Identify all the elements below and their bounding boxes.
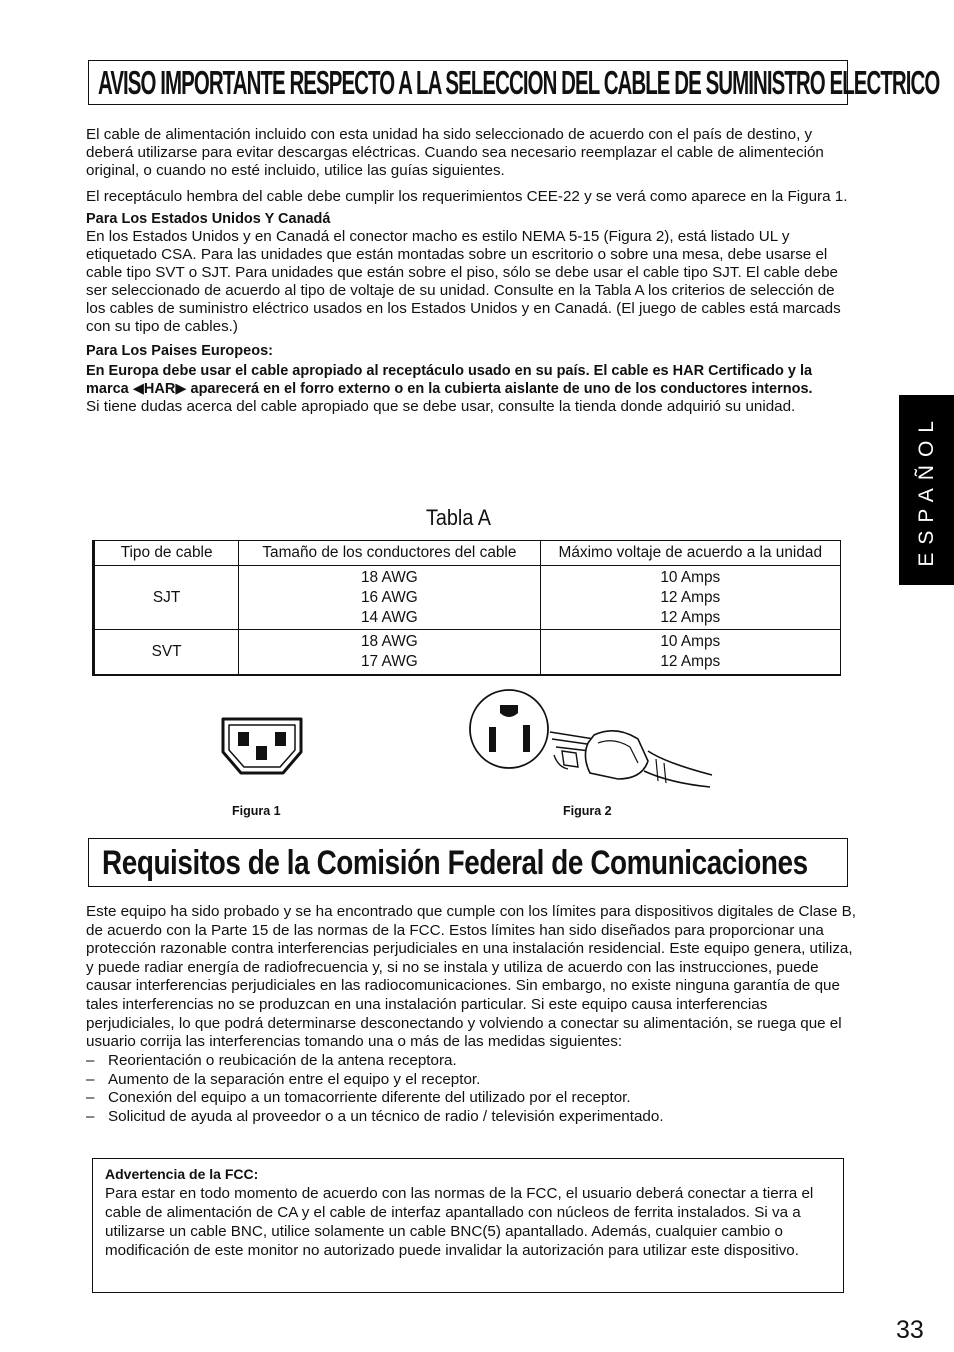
language-label: ESPAÑOL (915, 413, 938, 567)
fcc-warning-text: Para estar en todo momento de acuerdo con las normas de la FCC, el usuario deberá conectar a tierra el cable de alimentación de CA y el cable de interfaz apantallado con núcleos de ferrita instalados. Si va a utilizarse un cable BNC, utilice solamente un cable BNC(5) apantallado. Además, cualquier cambio o modificación de este monitor no autorizado puede invalidar la autorización para utilizar este dispositivo. (105, 1185, 814, 1259)
cell-amp: 12 Amps (660, 652, 721, 670)
cell-type: SVT (94, 630, 239, 675)
cell-size: 18 AWG (360, 632, 418, 650)
eu-bold-text (86, 362, 854, 398)
cell-type: SJT (94, 566, 239, 630)
cell-size: 16 AWG (360, 588, 418, 606)
section1-body (86, 126, 854, 416)
cell-amp: 12 Amps (660, 608, 721, 626)
header-conductor-size: Tamaño de los conductores del cable (239, 541, 540, 566)
cell-size: 18 AWG (360, 568, 418, 586)
section2-title: Requisitos de la Comisión Federal de Comunicaciones (102, 843, 808, 882)
usa-heading: Para Los Estados Unidos Y Canadá (86, 211, 331, 227)
fcc-warning-heading: Advertencia de la FCC: (105, 1166, 259, 1182)
cell-amps (540, 630, 840, 675)
cell-amp: 10 Amps (660, 568, 721, 586)
measure-text: Reorientación o reubicación de la antena receptora. (108, 1051, 457, 1069)
usa-text: En los Estados Unidos y en Canadá el conector macho es estilo NEMA 5-15 (Figura 2), está listado UL y etiquetado CSA. Para las unidades que están montadas sobre un escritorio o sobre una mesa, debe usarse el cable tipo SVT o SJT. Para unidades que están sobre el piso, sólo se debe usar el cable tipo SJT. El cable debe ser seleccionado de acuerdo al tipo de voltaje de su unidad. Consulte en la Tabla A los criterios de selección de los cables de suministro eléctrico usados en los Estados Unidos y en Canadá. (El juego de cables está marcads con su tipo de cables.) (86, 228, 841, 335)
cell-amp: 10 Amps (660, 632, 721, 650)
dash-bullet: – (86, 1070, 95, 1088)
language-side-tab (899, 395, 954, 585)
list-item (86, 1108, 856, 1127)
table-a (92, 540, 841, 676)
table-row (94, 630, 841, 675)
list-item (86, 1052, 856, 1071)
page-number: 33 (896, 1316, 924, 1344)
eu-text: Si tiene dudas acerca del cable apropiado que se debe usar, consulte la tienda donde adquirió su unidad. (86, 398, 796, 415)
cell-sizes (239, 566, 540, 630)
eu-bold-b: aparecerá en el forro externo o en la cubierta aislante de uno de los conductores internos. (186, 381, 813, 397)
fcc-compliance-text: Este equipo ha sido probado y se ha encontrado que cumple con los límites para dispositivos digitales de Clase B, de acuerdo con la Parte 15 de las normas de la FCC. Estos límites han sido diseñados para proporcionar una protección razonable contra interferencias perjudiciales en una instalación residencial. Este equipo genera, utiliza, y puede radiar energía de radiofrecuencia y, si no se instala y utiliza de acuerdo con las instrucciones, puede causar interferencias perjudiciales en las radiocomunicaciones. Sin embargo, no existe ninguna garantía de que tales interferencias no se produzcan en una instalación particular. Si este equipo causa interferencias perjudiciales, lo que podrá determinarse desconectando y volviendo a conectar su alimentación, se ruega que el usuario corrija las interferencias tomando una o más de las medidas siguientes: (86, 903, 856, 1051)
iec-receptacle-icon (219, 716, 305, 776)
table-a-title: Tabla A (426, 505, 491, 530)
cell-amps (540, 566, 840, 630)
figure1-caption: Figura 1 (232, 804, 281, 818)
figure2-caption: Figura 2 (563, 804, 612, 818)
cell-sizes (239, 630, 540, 675)
measure-text: Aumento de la separación entre el equipo y el receptor. (108, 1070, 481, 1088)
section1-receptacle-note: El receptáculo hembra del cable debe cumplir los requerimientos CEE-22 y se verá como aparece en la Figura 1. (86, 188, 848, 205)
dash-bullet: – (86, 1089, 95, 1107)
measure-text: Conexión del equipo a un tomacorriente diferente del utilizado por el receptor. (108, 1089, 631, 1107)
section2-title-box (88, 838, 848, 887)
section2-body (86, 903, 856, 1127)
list-item (86, 1089, 856, 1108)
fcc-measures-list (86, 1052, 856, 1127)
fcc-warning-box (92, 1158, 844, 1293)
section1-title: AVISO IMPORTANTE RESPECTO A LA SELECCION DEL CABLE DE SUMINISTRO ELECTRICO (98, 64, 940, 101)
cell-size: 17 AWG (360, 652, 418, 670)
table-header-row (94, 541, 841, 566)
table-row (94, 566, 841, 630)
section1-title-box (88, 60, 940, 105)
nema-plug-icon (466, 687, 716, 799)
section1-intro: El cable de alimentación incluido con esta unidad ha sido seleccionado de acuerdo con el país de destino, y deberá utilizarse para evitar descargas eléctricas. Cuando sea necesario reemplazar el cable de alimenteción original, o cuando no esté incluido, utilice las guías siguientes. (86, 126, 824, 179)
header-max-voltage: Máximo voltaje de acuerdo a la unidad (540, 541, 840, 566)
eu-bold-a: En Europa debe usar el cable apropiado al receptáculo usado en su país. El cable es HAR Certificado y la marca (86, 363, 813, 397)
cell-amp: 12 Amps (660, 588, 721, 606)
list-item (86, 1071, 856, 1090)
header-cable-type: Tipo de cable (94, 541, 239, 566)
eu-heading: Para Los Paises Europeos: (86, 343, 273, 359)
cell-size: 14 AWG (360, 608, 418, 626)
dash-bullet: – (86, 1051, 95, 1069)
dash-bullet: – (86, 1108, 95, 1126)
measure-text: Solicitud de ayuda al proveedor o a un técnico de radio / televisión experimentado. (108, 1108, 664, 1126)
har-mark: ◀HAR▶ (132, 381, 187, 397)
